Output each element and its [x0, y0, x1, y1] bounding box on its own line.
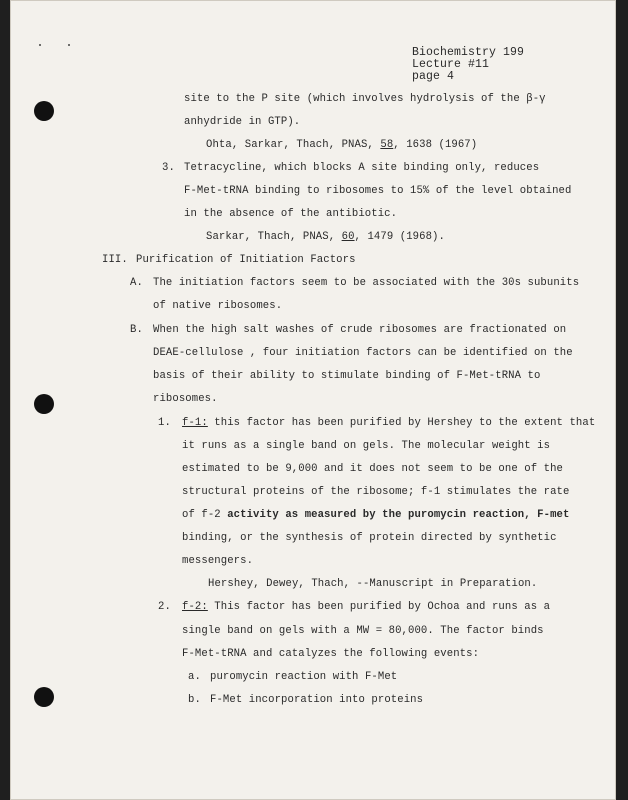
item-number: 1. — [158, 417, 171, 429]
volume: 60 — [341, 231, 355, 243]
text-line: structural proteins of the ribosome; f-1 stimulates the rate — [182, 486, 570, 498]
header-page: page 4 — [412, 70, 455, 83]
item-letter: B. — [130, 324, 143, 336]
text-line: F-Met-tRNA and catalyzes the following events: — [182, 648, 480, 660]
factor-label: f-1: — [182, 417, 208, 429]
text-line: The initiation factors seem to be associated with the 30s subunits — [153, 277, 580, 289]
text-line: site to the P site (which involves hydrolysis of the β-γ — [184, 93, 546, 105]
text-line: basis of their ability to stimulate binding of F-Met-tRNA to — [153, 370, 541, 382]
item-number: 3. — [162, 162, 175, 174]
item-letter: b. — [188, 694, 201, 706]
reference: Ohta, Sarkar, Thach, PNAS, 58, 1638 (1967) — [206, 139, 478, 151]
overtyped-text: activity as measured by the puromycin reaction, F-met — [227, 509, 570, 521]
text-line: When the high salt washes of crude ribosomes are fractionated on — [153, 324, 567, 336]
speck — [39, 44, 41, 46]
text-line: puromycin reaction with F-Met — [210, 671, 398, 683]
item-letter: A. — [130, 277, 143, 289]
text-line: anhydride in GTP). — [184, 116, 301, 128]
header-lecture: Lecture #11 — [412, 58, 490, 71]
text-line: estimated to be 9,000 and it does not seem to be one of the — [182, 463, 563, 475]
section-number: III. — [102, 254, 128, 266]
text-line: it runs as a single band on gels. The molecular weight is — [182, 440, 551, 452]
reference: Hershey, Dewey, Thach, --Manuscript in Preparation. — [208, 578, 538, 590]
text-line: of native ribosomes. — [153, 300, 283, 312]
text-line: f-2: This factor has been purified by Ochoa and runs as a — [182, 601, 551, 613]
section-title: Purification of Initiation Factors — [136, 254, 356, 266]
binder-hole — [34, 101, 54, 121]
binder-hole — [34, 394, 54, 414]
item-letter: a. — [188, 671, 201, 683]
text-line: messengers. — [182, 555, 254, 567]
header-course: Biochemistry 199 — [412, 46, 525, 59]
text-line: F-Met-tRNA binding to ribosomes to 15% of the level obtained — [184, 185, 572, 197]
binder-hole — [34, 687, 54, 707]
text-line: binding, or the synthesis of protein directed by synthetic — [182, 532, 557, 544]
text-line: f-1: this factor has been purified by Hershey to the extent that — [182, 417, 596, 429]
text-line: Tetracycline, which blocks A site binding only, reduces — [184, 162, 540, 174]
text-line: DEAE-cellulose , four initiation factors can be identified on the — [153, 347, 573, 359]
factor-label: f-2: — [182, 601, 208, 613]
text-line: single band on gels with a MW = 80,000. The factor binds — [182, 625, 544, 637]
speck — [68, 44, 70, 46]
text-line: ribosomes. — [153, 393, 218, 405]
item-number: 2. — [158, 601, 171, 613]
text-line: of f-2 activity as measured by the puromycin reaction, F-met — [182, 509, 570, 521]
text-line: in the absence of the antibiotic. — [184, 208, 398, 220]
text-line: F-Met incorporation into proteins — [210, 694, 424, 706]
document-page — [10, 0, 616, 800]
reference: Sarkar, Thach, PNAS, 60, 1479 (1968). — [206, 231, 445, 243]
volume: 58 — [380, 139, 394, 151]
